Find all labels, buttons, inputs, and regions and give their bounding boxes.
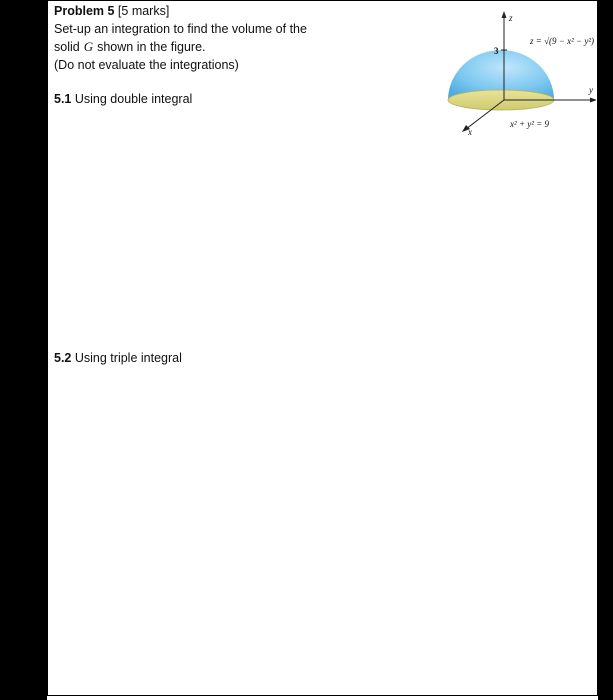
solid-name: G (83, 39, 94, 54)
part-5-2 (54, 349, 182, 367)
problem-box (47, 0, 598, 696)
problem-line-2-post: shown in the figure. (97, 40, 206, 54)
x-axis-label: x (468, 127, 472, 137)
problem-marks: [5 marks] (117, 4, 170, 18)
problem-note: (Do not evaluate the integrations) (54, 58, 239, 72)
part-5-1-number: 5.1 (54, 92, 72, 106)
z-axis-label: z (509, 13, 513, 23)
problem-line-1: Set-up an integration to find the volume of the (54, 22, 307, 36)
problem-line-2-pre: solid (54, 40, 80, 54)
hemisphere-figure (396, 7, 596, 147)
problem-heading (54, 2, 169, 20)
base-equation: x² + y² = 9 (510, 119, 550, 129)
z-axis-arrow (502, 11, 507, 18)
problem-line-2 (54, 38, 206, 56)
part-5-2-number: 5.2 (54, 351, 72, 365)
y-axis-arrow (590, 98, 596, 103)
part-5-1-label: Using double integral (74, 92, 193, 106)
page (47, 0, 598, 700)
hemisphere-diagram (396, 7, 596, 147)
y-axis-label: y (589, 85, 593, 95)
part-5-2-label: Using triple integral (74, 351, 182, 365)
problem-title: Problem 5 (54, 4, 115, 18)
part-5-1 (54, 90, 192, 108)
surface-equation: z = √(9 − x² − y²) (530, 36, 595, 46)
z-intercept-label: 3 (494, 46, 499, 56)
